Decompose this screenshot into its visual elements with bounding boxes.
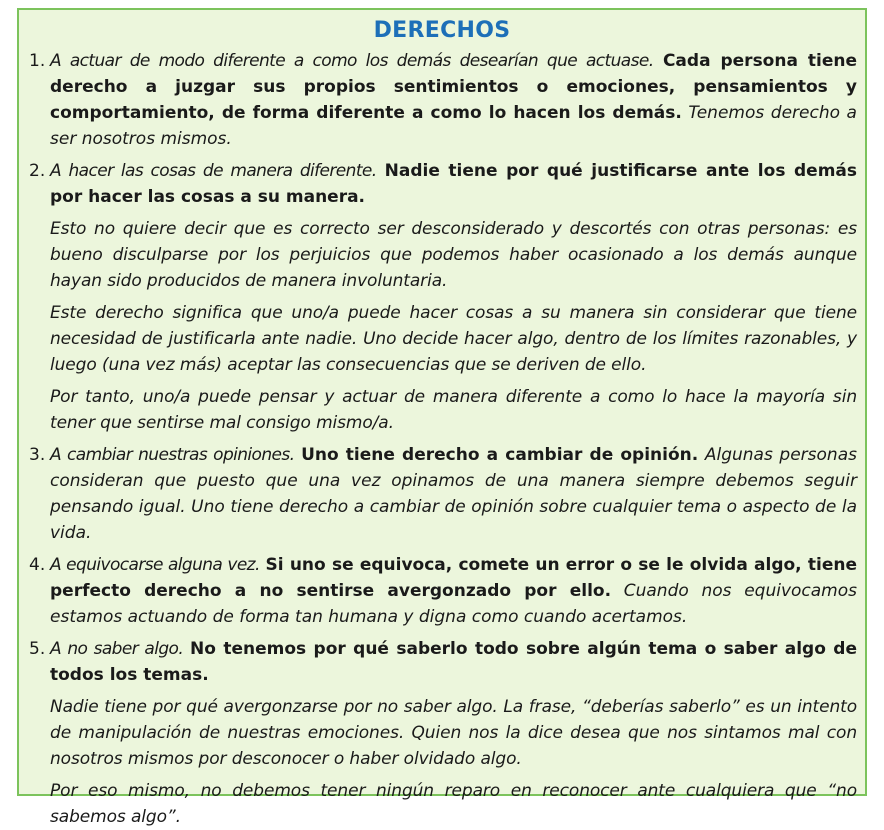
item-italic-text: Tenemos derecho a ser nosotros mismos. [50,103,857,149]
item-number: 1. [29,51,46,71]
item-number: 5. [29,639,46,659]
box-title: DERECHOS [373,18,511,43]
item-bold-text: Si uno se equivoca, comete un error o se le olvida algo, tiene perfecto derecho a no sentirse avergonzado por ello. [50,555,857,601]
right-item-4 [19,552,865,630]
rights-box [17,8,867,827]
item-paragraph: Por tanto, uno/a puede pensar y actuar de manera diferente a como lo hace la mayoría sin tener que sentirse mal consigo mismo/a. [50,387,857,433]
item-paragraph: Este derecho significa que uno/a puede hacer cosas a su manera sin considerar que tiene necesidad de justificarla ante nadie. Uno decide hacer algo, dentro de los límites razonables, y luego (una vez más) aceptar las consecuencias que se deriven de ello. [50,303,857,375]
item-main-text [50,442,857,546]
item-italic-text: Cuando nos equivocamos estamos actuando de forma tan humana y digna como cuando acertamos. [50,581,857,627]
item-lead: A no saber algo. [50,639,184,659]
item-bold-text: Cada persona tiene derecho a juzgar sus propios sentimientos o emociones, pensamientos y comportamiento, de forma diferente a como lo hacen los demás. [50,51,857,123]
right-item-3 [19,442,865,546]
item-main-text [50,636,857,688]
item-paragraph: Esto no quiere decir que es correcto ser desconsiderado y descortés con otras personas: es bueno disculparse por los perjuicios que podemos haber ocasionado a los demás aunque hayan sido producidos de manera involuntaria. [50,219,857,291]
item-bold-text: Uno tiene derecho a cambiar de opinión. [301,445,699,465]
item-main-text [50,552,857,630]
item-lead: A cambiar nuestras opiniones. [50,445,295,465]
right-item-1 [19,48,865,152]
item-bold-text: No tenemos por qué saberlo todo sobre algún tema o saber algo de todos los temas. [50,639,858,685]
item-italic-text: Algunas personas consideran que puesto que una vez opinamos de una manera siempre debemos seguir pensando igual. Uno tiene derecho a cambiar de opinión sobre cualquier tema o aspecto de la vida. [50,445,857,543]
item-number: 2. [29,161,46,181]
item-bold-text: Nadie tiene por qué justificarse ante los demás por hacer las cosas a su manera. [50,161,858,207]
item-main-text [50,48,857,152]
rights-list [19,48,865,830]
item-lead: A equivocarse alguna vez. [50,555,260,575]
item-number: 3. [29,445,46,465]
item-paragraph: Por eso mismo, no debemos tener ningún reparo en reconocer ante cualquiera que “no sabemos algo”. [50,781,857,827]
item-lead: A hacer las cosas de manera diferente. [50,161,377,181]
item-number: 4. [29,555,46,575]
item-main-text [50,158,857,210]
right-item-5 [19,636,865,830]
right-item-2 [19,158,865,436]
item-lead: A actuar de modo diferente a como los demás desearían que actuase. [50,51,654,71]
item-paragraph: Nadie tiene por qué avergonzarse por no saber algo. La frase, “deberías saberlo” es un intento de manipulación de nuestras emociones. Quien nos la dice desea que nos sintamos mal con nosotros mismos por desconocer o haber olvidado algo. [50,697,857,769]
